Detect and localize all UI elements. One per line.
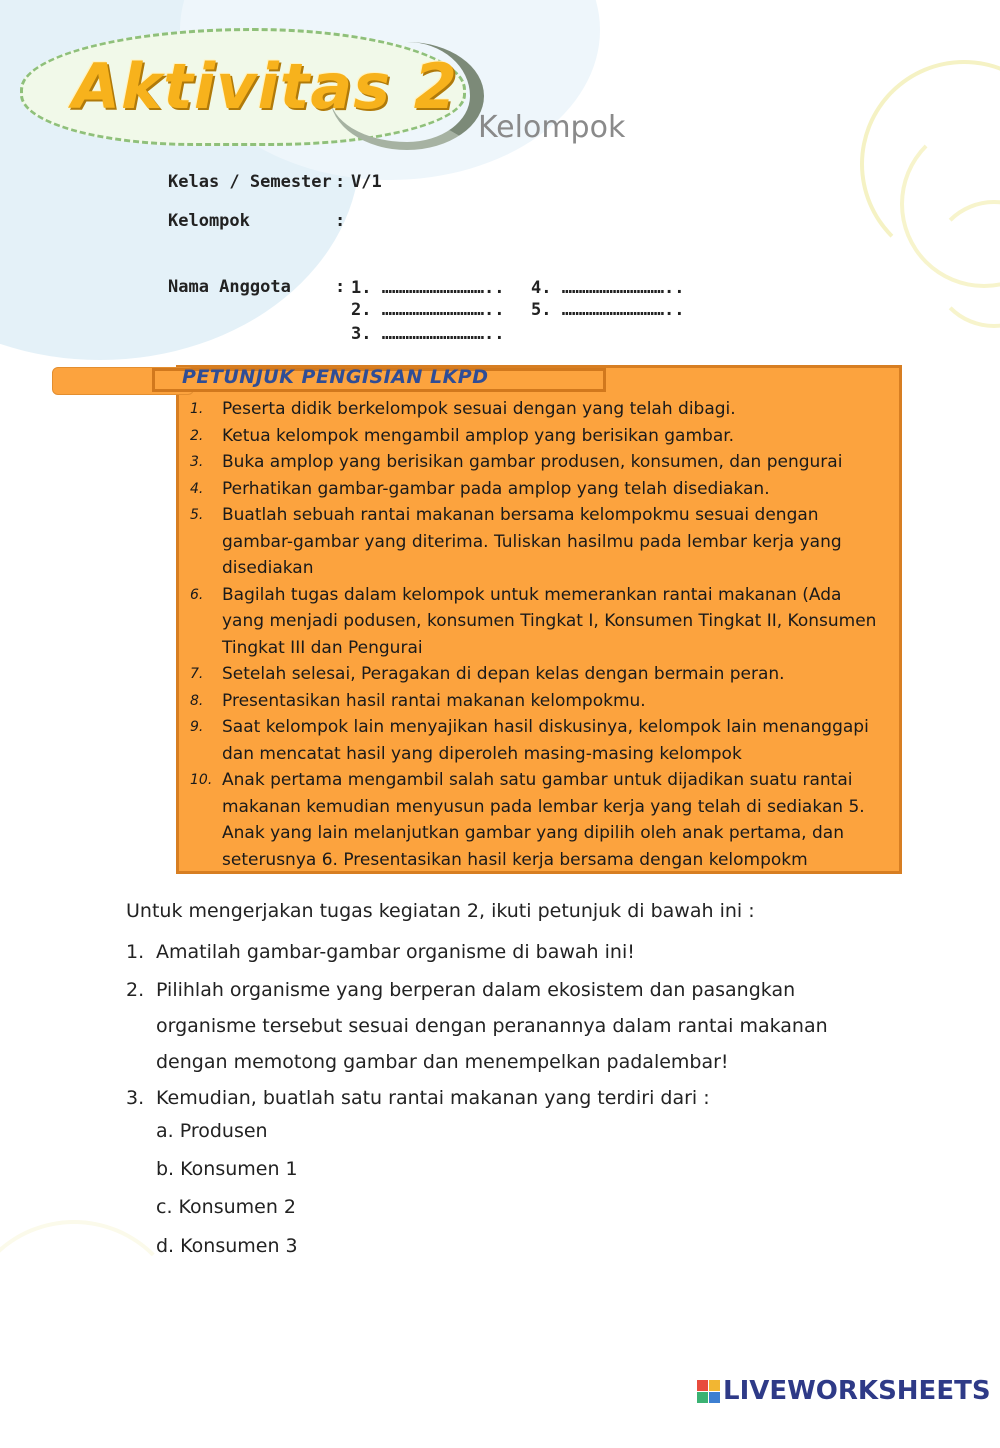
instruction-item: 9. Saat kelompok lain menyajikan hasil diskusinya, kelompok lain menanggapi dan mencatat hasil yang diperoleh masing-masing kelompok	[190, 717, 869, 764]
member-line-4: 4. …………………………..	[531, 278, 685, 298]
instruction-item: 2. Ketua kelompok mengambil amplop yang berisikan gambar.	[190, 425, 735, 446]
instruction-item: 6. Bagilah tugas dalam kelompok untuk memerankan rantai makanan (Ada yang menjadi podusen, konsumen Tingkat I, Konsumen Tingkat II, Konsumen Tingkat III dan Pengurai	[190, 584, 877, 658]
logo-squares-icon	[697, 1380, 720, 1403]
task-item: 3. Kemudian, buatlah satu rantai makanan yang terdiri dari :	[126, 1087, 710, 1109]
logo-square	[697, 1392, 708, 1403]
logo-square	[709, 1380, 720, 1391]
instruction-item: 3. Buka amplop yang berisikan gambar produsen, konsumen, dan pengurai	[190, 452, 843, 472]
class-semester-label: Kelas / Semester	[168, 172, 332, 192]
instructions-title: PETUNJUK PENGISIAN LKPD	[182, 366, 489, 388]
instruction-item: 1. Peserta didik berkelompok sesuai dengan yang telah dibagi.	[190, 399, 736, 419]
sub-item-producer: a. Produsen	[156, 1120, 268, 1142]
class-semester-value: V/1	[351, 172, 382, 192]
class-semester-colon: :	[335, 172, 346, 192]
sub-item-consumer-2: c. Konsumen 2	[156, 1196, 297, 1218]
member-line-5: 5. …………………………..	[531, 300, 685, 320]
instructions-list	[190, 396, 880, 873]
instruction-item: 10. Anak pertama mengambil salah satu gambar untuk dijadikan suatu rantai makanan kemudian menyusun pada lembar kerja yang telah di sediakan 5. Anak yang lain melanjutkan gambar yang dipilih oleh anak pertama, dan seterusnya 6. Presentasikan hasil kerja bersama dengan kelompokm	[190, 770, 865, 870]
instruction-item: 7. Setelah selesai, Peragakan di depan kelas dengan bermain peran.	[190, 664, 785, 684]
logo-square	[709, 1392, 720, 1403]
member-line-2: 2. …………………………..	[351, 300, 505, 320]
instruction-item: 5. Buatlah sebuah rantai makanan bersama kelompokmu sesuai dengan gambar-gambar yang diterima. Tuliskan hasilmu pada lembar kerja yang disediakan	[190, 505, 842, 578]
task-item: 1. Amatilah gambar-gambar organisme di bawah ini!	[126, 941, 635, 963]
member-line-3: 3. …………………………..	[351, 324, 505, 344]
logo-text: LIVEWORKSHEETS	[723, 1376, 991, 1406]
members-label: Nama Anggota	[168, 277, 291, 297]
task-intro: Untuk mengerjakan tugas kegiatan 2, ikuti petunjuk di bawah ini :	[126, 900, 755, 922]
sub-item-consumer-1: b. Konsumen 1	[156, 1158, 298, 1180]
sub-item-consumer-3: d. Konsumen 3	[156, 1235, 298, 1257]
task-item: 2. Pilihlah organisme yang berperan dalam ekosistem dan pasangkan organisme tersebut sesuai dengan peranannya dalam rantai makanan dengan memotong gambar dan menempelkan padalembar!	[126, 979, 828, 1073]
liveworksheets-logo[interactable]	[697, 1376, 991, 1406]
member-line-1: 1. …………………………..	[351, 278, 505, 298]
group-colon: :	[335, 211, 346, 231]
logo-square	[697, 1380, 708, 1391]
activity-subtitle: Kelompok	[478, 110, 626, 145]
instruction-item: 4. Perhatikan gambar-gambar pada amplop yang telah disediakan.	[190, 478, 770, 499]
activity-title: Aktivitas 2	[72, 50, 458, 123]
members-colon: :	[335, 277, 346, 297]
group-label: Kelompok	[168, 211, 250, 231]
instruction-item: 8. Presentasikan hasil rantai makanan kelompokmu.	[190, 690, 646, 711]
